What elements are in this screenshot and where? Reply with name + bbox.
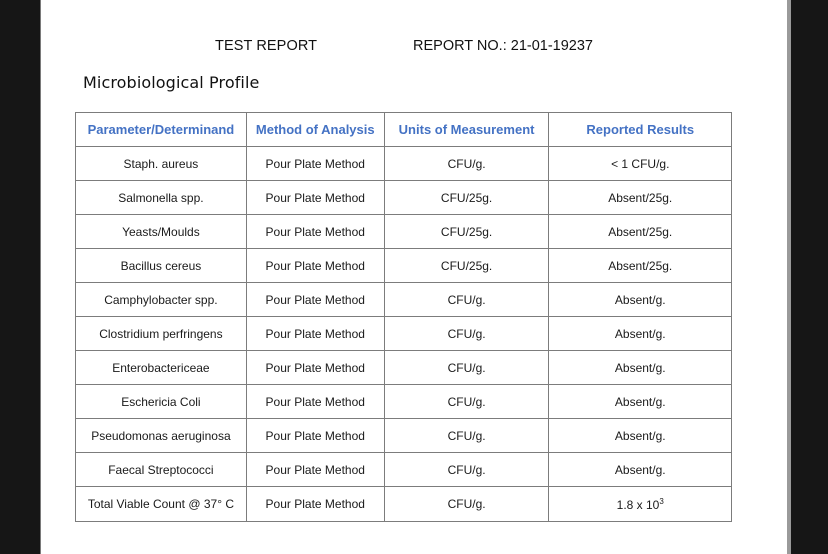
units-cell: CFU/g. xyxy=(384,487,549,522)
units-cell: CFU/g. xyxy=(384,385,549,419)
parameter-cell: Faecal Streptococci xyxy=(76,453,247,487)
table-row xyxy=(76,215,732,249)
units-cell: CFU/g. xyxy=(384,283,549,317)
result-cell: Absent/g. xyxy=(549,385,732,419)
method-cell: Pour Plate Method xyxy=(246,487,384,522)
table-row xyxy=(76,419,732,453)
result-cell: Absent/25g. xyxy=(549,215,732,249)
method-cell: Pour Plate Method xyxy=(246,419,384,453)
report-number: REPORT NO.: 21-01-19237 xyxy=(413,38,593,54)
result-cell xyxy=(549,487,732,522)
table-row xyxy=(76,351,732,385)
units-cell: CFU/g. xyxy=(384,351,549,385)
result-cell: Absent/g. xyxy=(549,317,732,351)
method-cell: Pour Plate Method xyxy=(246,351,384,385)
units-cell: CFU/g. xyxy=(384,147,549,181)
result-cell: Absent/25g. xyxy=(549,181,732,215)
parameter-cell: Total Viable Count @ 37° C xyxy=(76,487,247,522)
parameter-cell: Pseudomonas aeruginosa xyxy=(76,419,247,453)
units-cell: CFU/25g. xyxy=(384,181,549,215)
parameter-cell: Staph. aureus xyxy=(76,147,247,181)
table-row xyxy=(76,181,732,215)
result-cell: < 1 CFU/g. xyxy=(549,147,732,181)
parameter-cell: Clostridium perfringens xyxy=(76,317,247,351)
document-page xyxy=(41,0,787,554)
result-exponent: 3 xyxy=(659,496,664,506)
parameter-cell: Camphylobacter spp. xyxy=(76,283,247,317)
method-cell: Pour Plate Method xyxy=(246,385,384,419)
method-cell: Pour Plate Method xyxy=(246,453,384,487)
page-edge xyxy=(787,0,791,554)
results-table xyxy=(75,112,732,522)
table-row xyxy=(76,487,732,522)
parameter-cell: Eschericia Coli xyxy=(76,385,247,419)
units-cell: CFU/g. xyxy=(384,317,549,351)
section-title: Microbiological Profile xyxy=(83,73,260,92)
column-header-units: Units of Measurement xyxy=(384,113,549,147)
method-cell: Pour Plate Method xyxy=(246,147,384,181)
method-cell: Pour Plate Method xyxy=(246,181,384,215)
report-title: TEST REPORT xyxy=(215,38,318,54)
result-cell: Absent/g. xyxy=(549,453,732,487)
table-row xyxy=(76,283,732,317)
table-row xyxy=(76,385,732,419)
table-row xyxy=(76,317,732,351)
method-cell: Pour Plate Method xyxy=(246,283,384,317)
units-cell: CFU/25g. xyxy=(384,215,549,249)
table-header-row xyxy=(76,113,732,147)
result-cell: Absent/25g. xyxy=(549,249,732,283)
units-cell: CFU/g. xyxy=(384,419,549,453)
column-header-results: Reported Results xyxy=(549,113,732,147)
column-header-method: Method of Analysis xyxy=(246,113,384,147)
method-cell: Pour Plate Method xyxy=(246,249,384,283)
result-cell: Absent/g. xyxy=(549,419,732,453)
method-cell: Pour Plate Method xyxy=(246,215,384,249)
units-cell: CFU/g. xyxy=(384,453,549,487)
result-cell: Absent/g. xyxy=(549,283,732,317)
parameter-cell: Enterobactericeae xyxy=(76,351,247,385)
parameter-cell: Salmonella spp. xyxy=(76,181,247,215)
units-cell: CFU/25g. xyxy=(384,249,549,283)
column-header-parameter: Parameter/Determinand xyxy=(76,113,247,147)
result-cell: Absent/g. xyxy=(549,351,732,385)
parameter-cell: Yeasts/Moulds xyxy=(76,215,247,249)
parameter-cell: Bacillus cereus xyxy=(76,249,247,283)
result-base: 1.8 x 10 xyxy=(616,497,660,512)
method-cell: Pour Plate Method xyxy=(246,317,384,351)
table-row xyxy=(76,249,732,283)
table-row xyxy=(76,453,732,487)
table-row xyxy=(76,147,732,181)
